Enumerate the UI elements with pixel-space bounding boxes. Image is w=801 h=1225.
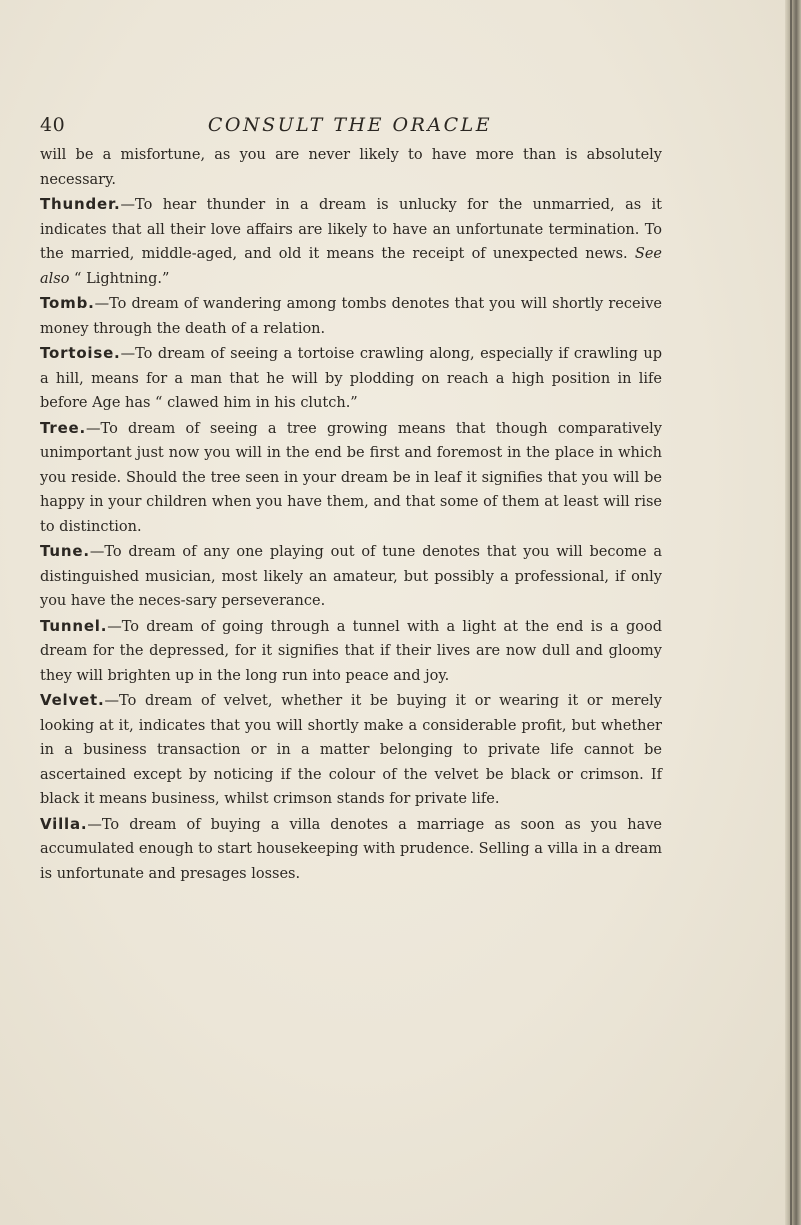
entry-text: —To dream of wandering among tombs denotes that you will shortly receive money through the death of a relation. (40, 296, 662, 337)
entry-tunnel (40, 614, 662, 689)
entry-term: Tree. (40, 418, 87, 437)
entry-text: —To dream of any one playing out of tune denotes that you will become a distinguished musician, most likely an amateur, but possibly a professional, if only you have the neces-sary perseverance. (40, 544, 662, 609)
entry-thunder (40, 192, 662, 291)
entry-tree (40, 416, 662, 540)
entry-tune (40, 539, 662, 614)
entry-text: —To hear thunder in a dream is unlucky for the unmarried, as it indicates that all their love affairs are likely to have an unfortunate termination. To the married, middle-aged, and old it means the receipt of unexpected news. (40, 197, 662, 262)
page-number: 40 (40, 114, 66, 136)
entry-term: Tune. (40, 542, 90, 560)
entry-text: —To dream of velvet, whether it be buying it or wearing it or merely looking at it, indicates that you will shortly make a considerable profit, but whether in a business transaction or in a matter belonging to private life cannot be ascertained except by noticing if the colour of the velvet be black or crimson. If black it means business, whilst crimson stands for private life. (40, 693, 662, 807)
book-spine-shadow (785, 0, 801, 1225)
page-body (40, 143, 662, 886)
entry-term: Tunnel. (40, 616, 108, 635)
entry-velvet (40, 688, 662, 812)
entry-text: —To dream of seeing a tortoise crawling along, especially if crawling up a hill, means for a man that he will by plodding on reach a high position in life before Age has “ clawed him in his clutch.” (40, 346, 662, 411)
continuation-text: will be a misfortune, as you are never likely to have more than is absolutely necessary. (40, 147, 662, 188)
entry-term: Tortoise. (40, 344, 121, 362)
entry-term: Tomb. (40, 294, 95, 312)
page-header (40, 114, 660, 144)
entry-text: —To dream of going through a tunnel with a light at the end is a good dream for the depressed, for it signifies that if their lives are now dull and gloomy they will brighten up in the long run into peace and joy. (40, 618, 662, 684)
see-also-reference: “ Lightning.” (69, 270, 170, 287)
entry-text: —To dream of seeing a tree growing means that though comparatively unimportant just now you will in the end be first and foremost in the place in which you reside. Should the tree seen in your dream be in leaf it signifies that you will be happy in your children when you have them, and that some of them at least will rise to distinction. (40, 420, 662, 535)
entry-tomb (40, 291, 662, 341)
entry-text: —To dream of buying a villa denotes a marriage as soon as you have accumulated enough to start housekeeping with prudence. Selling a villa in a dream is unfortunate and presages losses. (40, 816, 662, 882)
running-head: CONSULT THE ORACLE (207, 114, 493, 136)
book-gutter-line (790, 0, 792, 1225)
entry-term: Villa. (40, 814, 88, 833)
see-also-label: See also (40, 246, 662, 287)
entry-term: Velvet. (40, 691, 105, 709)
entry-tortoise (40, 341, 662, 416)
entry-term: Thunder. (40, 195, 121, 213)
entry-villa (40, 812, 662, 887)
continuation-paragraph (40, 143, 662, 192)
